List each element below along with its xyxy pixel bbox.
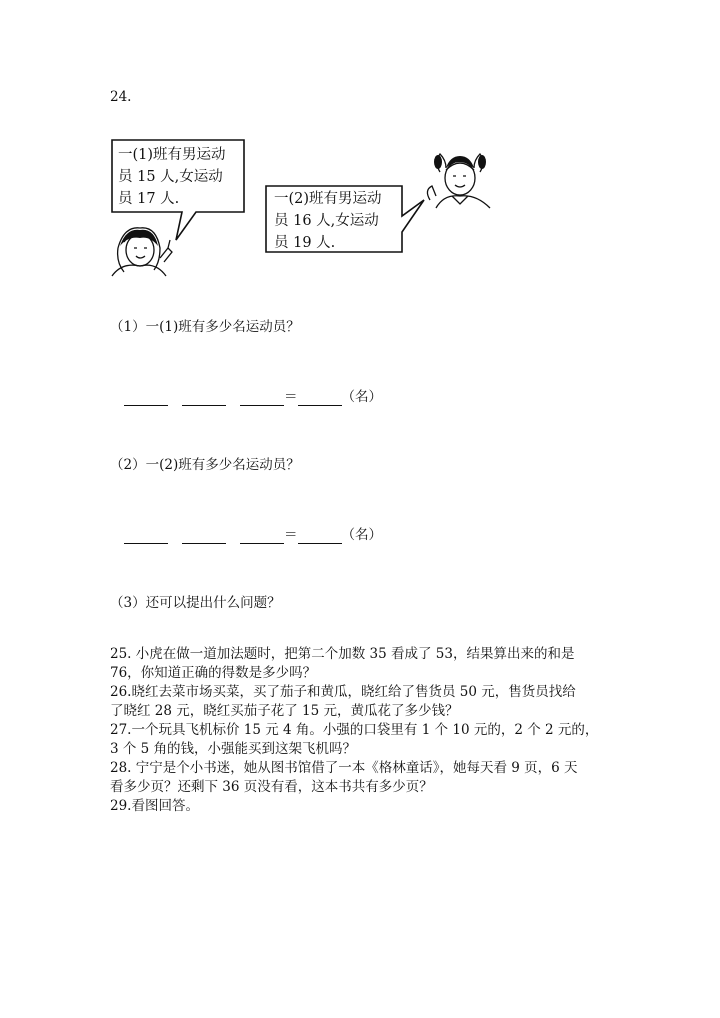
question-line: 28. 宁宁是个小书迷，她从图书馆借了一本《格林童话》，她每天看 9 页，6 天 — [110, 760, 578, 776]
question-27 — [110, 721, 610, 759]
question-line: 3 个 5 角的钱，小强能买到这架飞机吗？ — [110, 741, 357, 757]
question-24-part-2: （2）一(2)班有多少名运动员？ — [110, 457, 300, 473]
answer-blank[interactable] — [240, 395, 284, 406]
answer-blank[interactable] — [124, 533, 168, 544]
question-line: 25. 小虎在做一道加法题时，把第二个加数 35 看成了 53，结果算出来的和是 — [110, 646, 575, 662]
equals-sign: ＝ — [284, 389, 298, 405]
question-26 — [110, 683, 610, 721]
bubble-2-line: 员 19 人. — [274, 235, 336, 251]
unit-label: （名） — [341, 389, 382, 405]
answer-blank[interactable] — [182, 395, 226, 406]
answer-blank[interactable] — [240, 533, 284, 544]
question-29 — [110, 797, 610, 816]
bubble-1-line: 一(1)班有男运动 — [118, 147, 226, 163]
speech-bubble-2-text — [274, 188, 382, 254]
answer-blank[interactable] — [124, 395, 168, 406]
question-line: 看多少页？还剩下 36 页没有看，这本书共有多少页？ — [110, 779, 433, 795]
girl-2-left-bun — [434, 155, 442, 169]
girl-2-right-bun — [478, 155, 486, 169]
question-24-number: 24. — [110, 89, 132, 105]
answer-blank[interactable] — [298, 395, 342, 406]
answer-equation-2 — [124, 526, 382, 544]
answer-blank[interactable] — [182, 533, 226, 544]
question-line: 76，你知道正确的得数是多少吗？ — [110, 665, 317, 681]
answer-blank[interactable] — [298, 533, 342, 544]
question-28 — [110, 759, 610, 797]
question-25 — [110, 645, 610, 683]
bubble-1-line: 员 15 人,女运动 — [118, 169, 223, 185]
question-line: 了晓红 28 元，晓红买茄子花了 15 元，黄瓜花了多少钱？ — [110, 703, 459, 719]
unit-label: （名） — [341, 527, 382, 543]
answer-equation-1 — [124, 388, 382, 406]
bubble-1-line: 员 17 人. — [118, 191, 180, 207]
question-24-part-1: （1）一(1)班有多少名运动员？ — [110, 319, 300, 335]
question-line: 27.一个玩具飞机标价 15 元 4 角。小强的口袋里有 1 个 10 元的，2 个 2 元的， — [110, 722, 599, 738]
speech-bubble-illustration — [0, 0, 720, 300]
question-line: 26.晓红去菜市场买菜，买了茄子和黄瓜，晓红给了售货员 50 元，售货员找给 — [110, 684, 576, 700]
question-24-part-3: （3）还可以提出什么问题？ — [110, 595, 281, 611]
bubble-2-line: 一(2)班有男运动 — [274, 191, 382, 207]
equals-sign: ＝ — [284, 527, 298, 543]
bubble-2-line: 员 16 人,女运动 — [274, 213, 379, 229]
speech-bubble-1-text — [118, 144, 226, 210]
question-line: 29.看图回答。 — [110, 798, 199, 814]
